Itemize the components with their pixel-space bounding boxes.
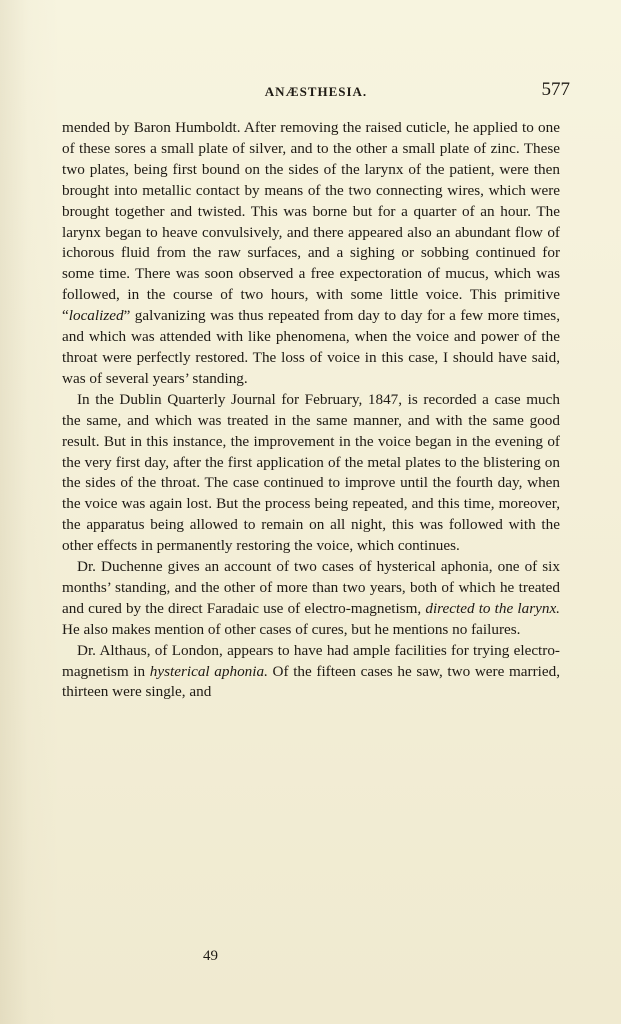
italic-segment: localized (68, 307, 124, 325)
running-head (62, 80, 570, 104)
text-segment: Dr. Duchenne gives an account of two cases of hysterical aphonia, one of six months’ standing, and the other of more than two years, both of which he treated and cured by the direct Faradaic use of electro-magnetism, (62, 558, 560, 617)
italic-segment: directed to the larynx. (425, 599, 560, 617)
paragraph-3 (62, 557, 560, 641)
text-segment: In the Dublin Quarterly Journal for February, 1847, is recorded a case much the same, and which was treated in the same manner, and with the same good result. But in this instance, the improvement in the voice began in the evening of the very first day, after the first application of the metal plates to the blistering on the sides of the throat. The case continued to improve until the fourth day, when the voice was again lost. But the process being repeated, and this time, moreover, the apparatus being allowed to remain on all night, this was followed with the other effects in permanently restoring the voice, which continues. (62, 390, 560, 555)
body-text (62, 118, 560, 703)
running-title: ANÆSTHESIA. (264, 84, 368, 99)
paragraph-2 (62, 390, 560, 557)
text-segment: Of the fifteen cases he saw, two were married, thirteen were single, and (62, 662, 561, 701)
page-number: 577 (541, 79, 570, 100)
text-segment: ” galvanizing was thus repeated from day to day for a few more times, and which was attended with like phenomena, when the voice and power of the throat were perfectly restored. The loss of voice in this case, I should have said, was of several years’ standing. (62, 307, 560, 387)
text-segment: Dr. Althaus, of London, appears to have had ample facilities for trying electro-magnetism in (62, 641, 560, 680)
signature-mark: 49 (203, 948, 218, 964)
text-segment: He also makes mention of other cases of cures, but he mentions no failures. (62, 620, 521, 638)
paragraph-4 (62, 641, 560, 704)
paragraph-1 (62, 118, 560, 390)
text-segment: mended by Baron Humboldt. After removing the raised cuticle, he applied to one of these sores a small plate of silver, and to the other a small plate of zinc. These two plates, being first bound on the sides of the larynx of the patient, were then brought into metallic contact by means of the two connecting wires, which were brought together and twisted. This was borne but for a quarter of an hour. The larynx began to heave convulsively, and there appeared also an abundant flow of ichorous fluid from the raw surfaces, and a sighing or sobbing continued for some time. There was soon observed a free expectoration of mucus, which was followed, in the course of two hours, with some little voice. This primitive “ (62, 119, 560, 325)
italic-segment: hysterical aphonia. (149, 662, 268, 680)
